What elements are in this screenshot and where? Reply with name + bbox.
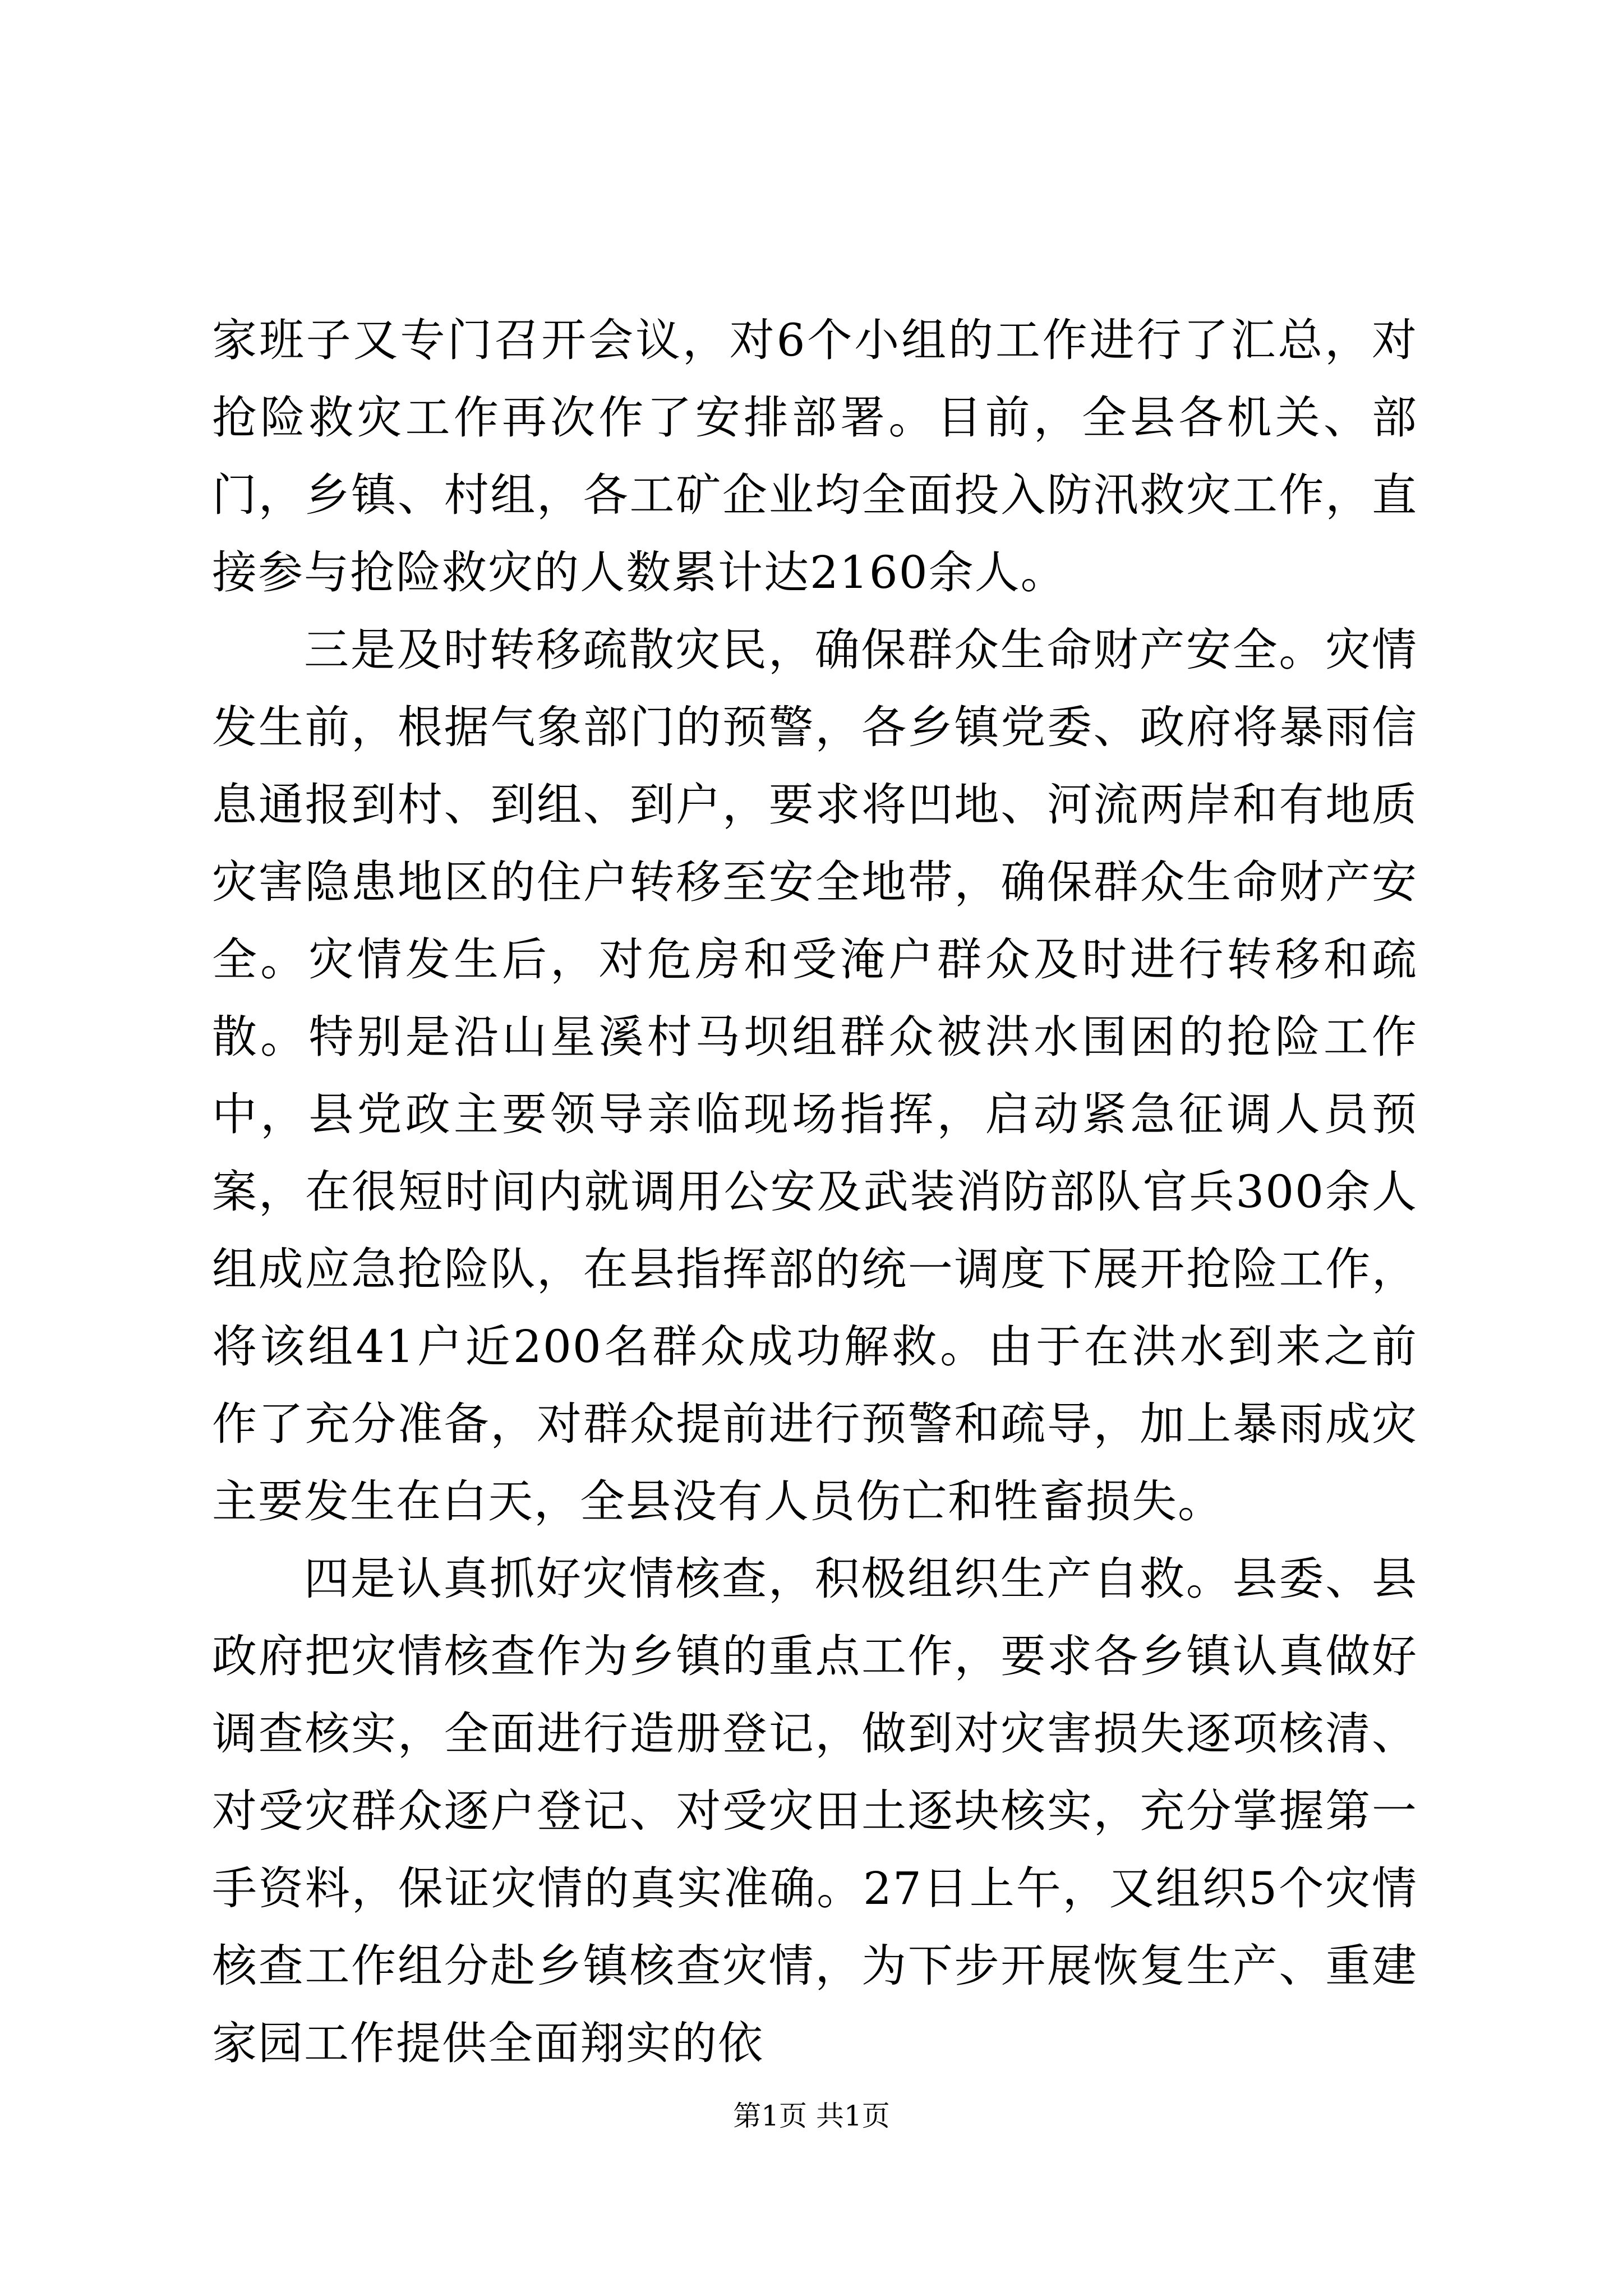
paragraph-2: 三是及时转移疏散灾民，确保群众生命财产安全。灾情发生前，根据气象部门的预警，各乡镇党委、政府将暴雨信息通报到村、到组、到户，要求将凹地、河流两岸和有地质灾害隐患地区的住户转移至安全地带，确保群众生命财产安全。灾情发生后，对危房和受淹户群众及时进行转移和疏散。特别是沿山星溪村马坝组群众被洪水围困的抢险工作中，县党政主要领导亲临现场指挥，启动紧急征调人员预案，在很短时间内就调用公安及武装消防部队官兵300余人组成应急抢险队，在县指挥部的统一调度下展开抢险工作，将该组41户近200名群众成功解救。由于在洪水到来之前作了充分准备，对群众提前进行预警和疏导，加上暴雨成灾主要发生在白天，全县没有人员伤亡和牲畜损失。 [212, 624, 1418, 1527]
paragraph-1: 家班子又专门召开会议，对6个小组的工作进行了汇总，对抢险救灾工作再次作了安排部署。目前，全县各机关、部门，乡镇、村组，各工矿企业均全面投入防汛救灾工作，直接参与抢险救灾的人数累计达2160余人。 [212, 314, 1418, 599]
page-number-footer: 第1页 共1页 [733, 2100, 890, 2132]
paragraph-3: 四是认真抓好灾情核查，积极组织生产自救。县委、县政府把灾情核查作为乡镇的重点工作，要求各乡镇认真做好调查核实，全面进行造册登记，做到对灾害损失逐项核清、对受灾群众逐户登记、对受灾田土逐块核实，充分掌握第一手资料，保证灾情的真实准确。27日上午，又组织5个灾情核查工作组分赴乡镇核查灾情，为下步开展恢复生产、重建家园工作提供全面翔实的依 [212, 1553, 1418, 2069]
document-body [212, 302, 1418, 2082]
